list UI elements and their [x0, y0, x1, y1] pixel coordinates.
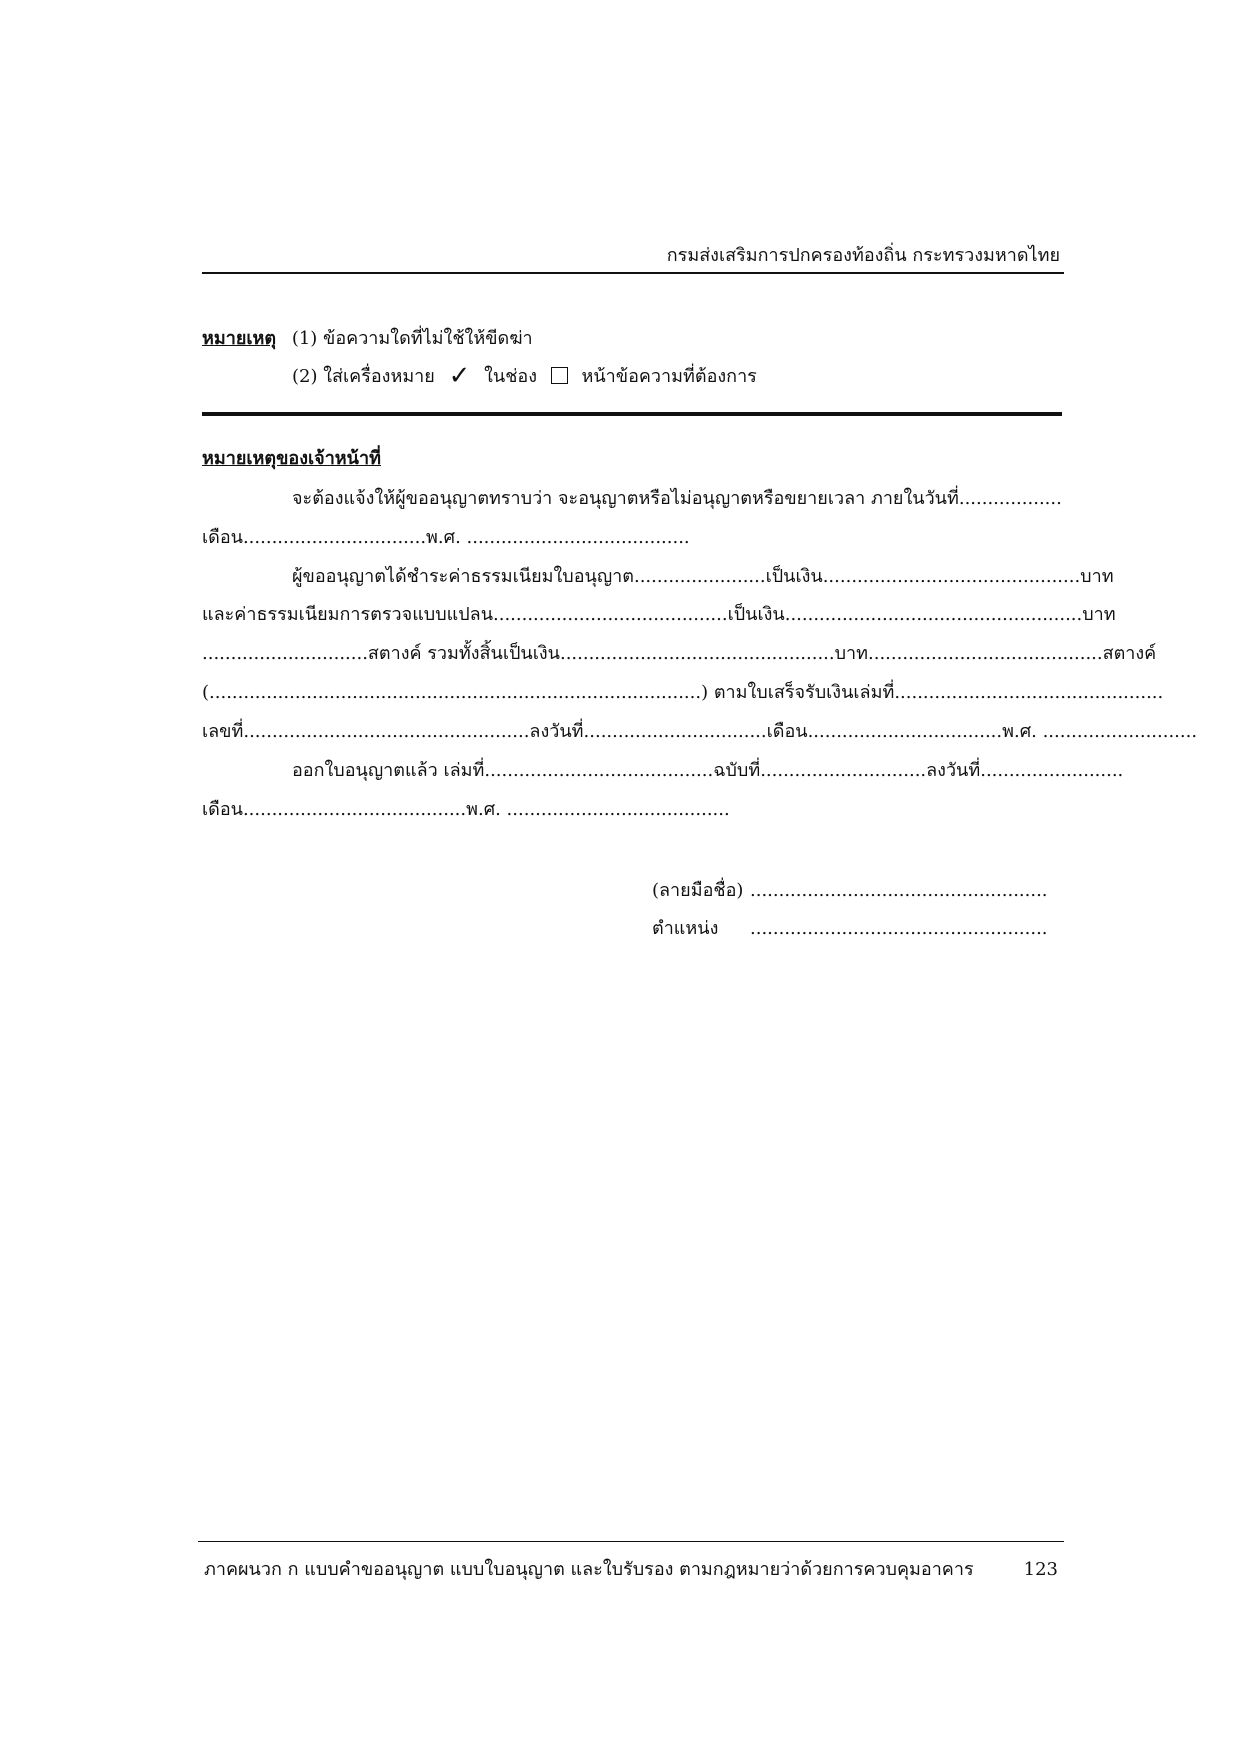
signature-label: (ลายมือชื่อ): [652, 880, 744, 901]
header-rule: [202, 272, 1064, 274]
officer-note-line: จะต้องแจ้งให้ผู้ขออนุญาตทราบว่า จะอนุญาตหรือไม่อนุญาตหรือขยายเวลา ภายในวันที่..................: [292, 488, 1062, 509]
position-label: ตำแหน่ง: [652, 918, 719, 939]
officer-note-line: และค่าธรรมเนียมการตรวจแบบแปลน.........................................เป็นเงิน....................................................บาท: [202, 604, 1116, 625]
officer-note-line: เดือน................................พ.ศ. .......................................: [202, 527, 690, 548]
officer-note-line: .............................สตางค์ รวมทั้งสิ้นเป็นเงิน................................................บาท.........................................สตางค์: [202, 643, 1157, 664]
checkbox-icon: [551, 367, 568, 384]
notes-line-2: [292, 361, 757, 391]
footer-rule: [198, 1541, 1064, 1542]
notes-item-2-suffix: หน้าข้อความที่ต้องการ: [581, 366, 757, 387]
footer-text: ภาคผนวก ก แบบคำขออนุญาต แบบใบอนุญาต และใบรับรอง ตามกฎหมายว่าด้วยการควบคุมอาคาร: [204, 1559, 974, 1580]
officer-note-line: ออกใบอนุญาตแล้ว เล่มที่........................................ฉบับที่.............................ลงวันที่.........................: [292, 760, 1124, 781]
notes-item-2-prefix: (2) ใส่เครื่องหมาย: [292, 366, 435, 387]
notes-label: หมายเหตุ: [202, 328, 277, 349]
page-number: 123: [1023, 1559, 1058, 1580]
officer-note-line: เลขที่..................................................ลงวันที่................................เดือน..................................พ.ศ. ...........................: [202, 721, 1198, 742]
notes-item-2-middle: ในช่อง: [484, 366, 538, 387]
notes-line-1: [202, 327, 533, 351]
officer-note-line: ผู้ขออนุญาตได้ชำระค่าธรรมเนียมใบอนุญาต.......................เป็นเงิน.............................................บาท: [292, 566, 1114, 587]
officer-note-line: (......................................................................................) ตามใบเสร็จรับเงินเล่มที่...............................................: [202, 682, 1164, 703]
officer-notes-title: หมายเหตุของเจ้าหน้าที่: [202, 448, 381, 469]
section-rule: [202, 412, 1062, 416]
notes-item-1: (1) ข้อความใดที่ไม่ใช้ให้ขีดฆ่า: [291, 328, 533, 349]
officer-note-line: เดือน.......................................พ.ศ. .......................................: [202, 799, 730, 820]
position-dots: ....................................................: [750, 918, 1048, 939]
signature-dots: ....................................................: [750, 880, 1048, 901]
header-agency: กรมส่งเสริมการปกครองท้องถิ่น กระทรวงมหาดไทย: [666, 245, 1060, 266]
checkmark-icon: ✓: [448, 361, 471, 391]
